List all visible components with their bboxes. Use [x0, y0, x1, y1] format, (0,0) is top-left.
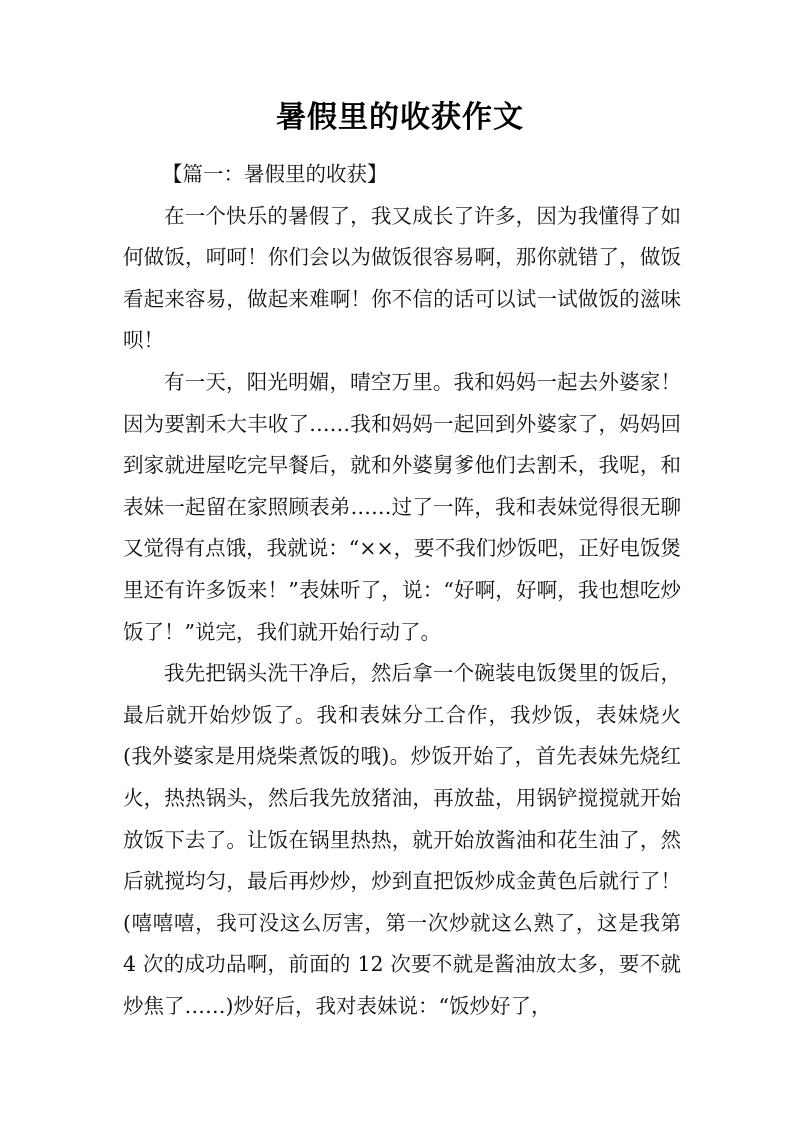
section-heading: 【篇一：暑假里的收获】: [162, 162, 388, 186]
document-body: [123, 154, 681, 1027]
paragraph: 有一天，阳光明媚，晴空万里。我和妈妈一起去外婆家！因为要割禾大丰收了……我和妈妈一起回到外婆家了，妈妈回到家就进屋吃完早餐后，就和外婆舅爹他们去割禾，我呢，和表妹一起留在家照顾表弟……过了一阵，我和表妹觉得很无聊又觉得有点饿，我就说：“××，要不我们炒饭吧，正好电饭煲里还有许多饭来！”表妹听了，说：“好啊，好啊，我也想吃炒饭了！”说完，我们就开始行动了。: [123, 369, 681, 644]
paragraph: 在一个快乐的暑假了，我又成长了许多，因为我懂得了如何做饭，呵呵！你们会以为做饭很容易啊，那你就错了，做饭看起来容易，做起来难啊！你不信的话可以试一试做饭的滋味呗！: [123, 203, 681, 353]
paragraph: 我先把锅头洗干净后，然后拿一个碗装电饭煲里的饭后，最后就开始炒饭了。我和表妹分工合作，我炒饭，表妹烧火(我外婆家是用烧柴煮饭的哦)。炒饭开始了，首先表妹先烧红火，热热锅头，然后我先放猪油，再放盐，用锅铲搅搅就开始放饭下去了。让饭在锅里热热，就开始放酱油和花生油了，然后就搅均匀，最后再炒炒，炒到直把饭炒成金黄色后就行了！(嘻嘻嘻，我可没这么厉害，第一次炒就这么熟了，这是我第 4 次的成功品啊，前面的 12 次要不就是酱油放太多，要不就炒焦了……)炒好后，我对表妹说：“饭炒好了，: [123, 661, 681, 1018]
document-title: 暑假里的收获作文: [276, 100, 524, 135]
